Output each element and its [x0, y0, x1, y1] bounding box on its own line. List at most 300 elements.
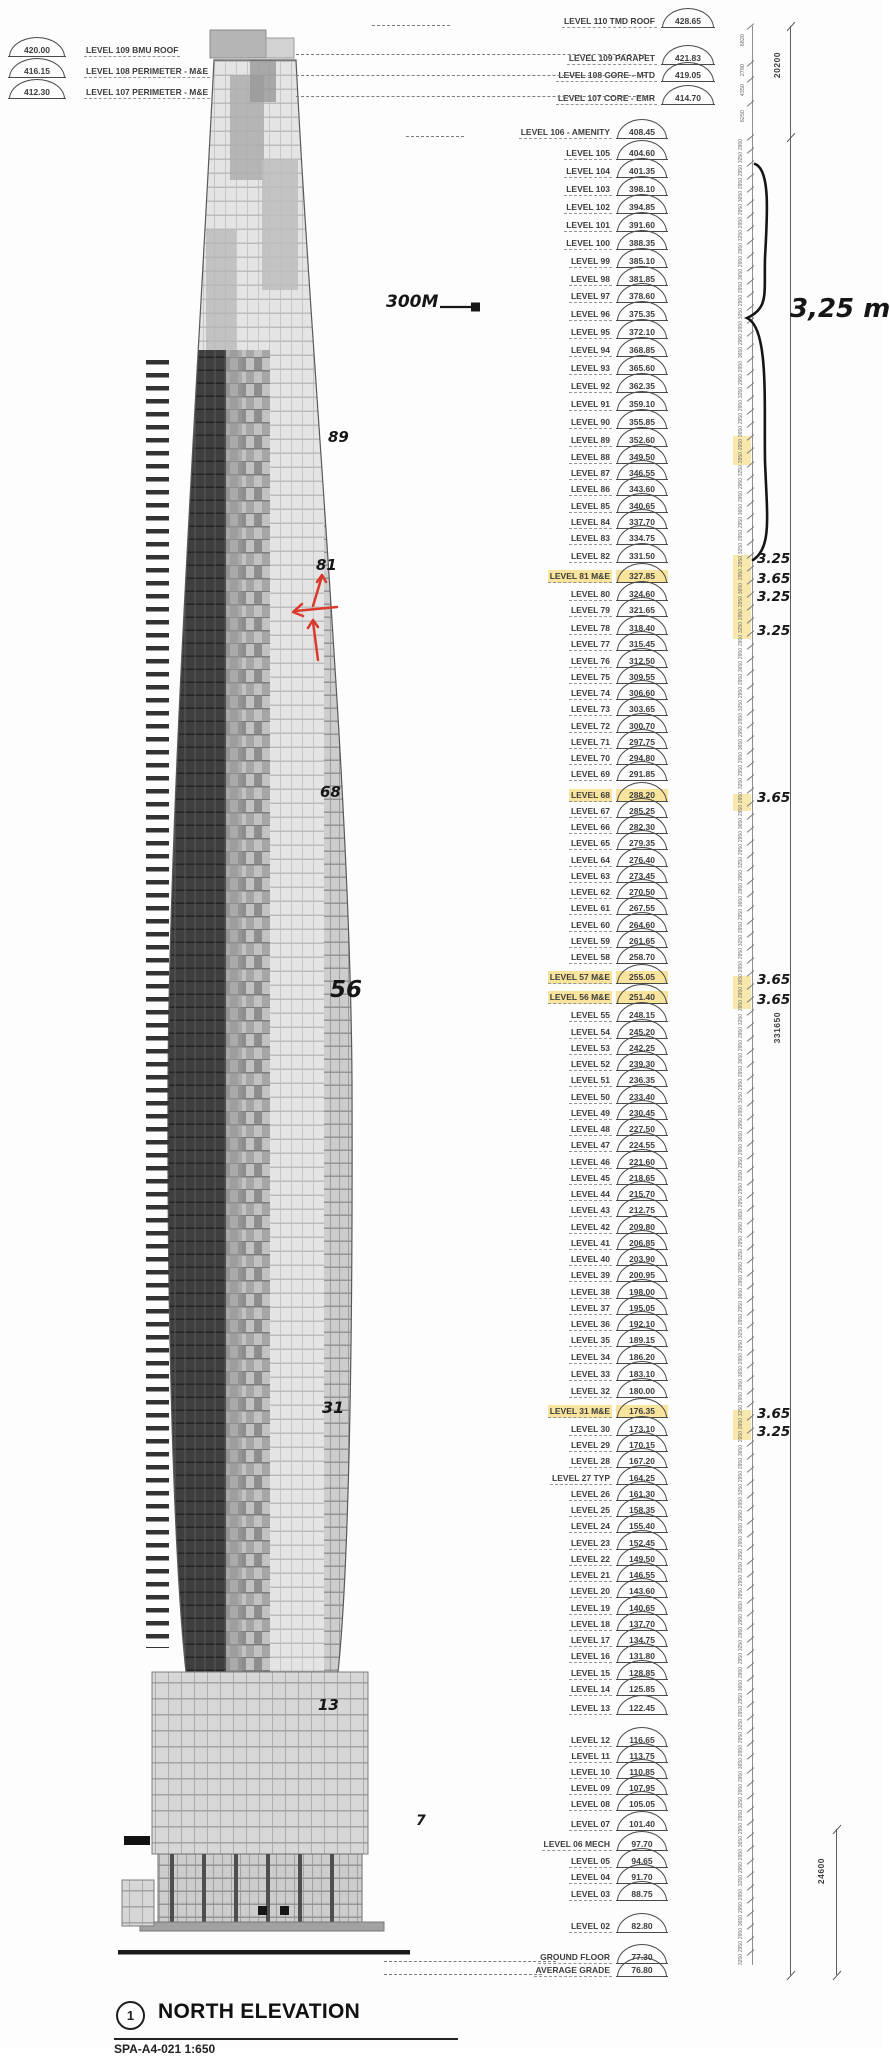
elevation-bubble: 170.15 — [616, 1439, 668, 1452]
ruler-tick-value: 2950 — [738, 673, 744, 686]
level-label: LEVEL 103 — [566, 184, 610, 195]
elevation-bubble: 412.30 — [8, 86, 66, 99]
elevation-bubble: 331.50 — [616, 550, 668, 563]
elevation-bubble: 215.70 — [616, 1188, 668, 1201]
elevation-bubble: 173.10 — [616, 1423, 668, 1436]
level-row — [0, 752, 882, 764]
ruler-tick-value: 3650 — [738, 1601, 744, 1613]
level-label: LEVEL 62 — [570, 887, 610, 898]
ruler-tick-value: 2950 — [738, 203, 744, 215]
elevation-bubble: 337.70 — [616, 516, 668, 529]
elevation-bubble: 401.35 — [616, 165, 668, 178]
level-label: LEVEL 47 — [570, 1140, 610, 1151]
level-row — [0, 1439, 882, 1451]
elevation-bubble: 110.85 — [616, 1766, 668, 1779]
ruler-tick-value: 2950 — [738, 1065, 744, 1077]
level-label: LEVEL 04 — [570, 1872, 610, 1883]
level-label: LEVEL 35 — [570, 1335, 610, 1346]
note-300m: 300M — [386, 292, 439, 312]
level-label: LEVEL 70 — [570, 753, 610, 764]
ruler-tick-value: 3650 — [738, 269, 744, 281]
elevation-bubble: 137.70 — [616, 1618, 668, 1631]
level-label: LEVEL 10 — [570, 1766, 610, 1777]
level-label: LEVEL 31 M&E — [549, 1405, 610, 1416]
level-label: LEVEL 48 — [570, 1124, 610, 1135]
elevation-bubble: 113.75 — [616, 1750, 668, 1763]
elevation-bubble: 77.30 — [616, 1951, 668, 1964]
level-label: LEVEL 57 M&E — [549, 972, 610, 983]
elevation-bubble: 255.05 — [616, 971, 668, 984]
ruler-tick-value: 3250 — [738, 1248, 744, 1260]
elevation-bubble: 198.00 — [616, 1286, 668, 1299]
ruler-tick-value: 2950 — [738, 1026, 744, 1038]
dimension-main: 331650 — [772, 1012, 782, 1044]
elevation-bubble: 279.35 — [616, 837, 668, 850]
leader-dash — [384, 1961, 556, 1962]
ruler-tick-value: 3250 — [738, 229, 744, 242]
level-row — [0, 638, 882, 650]
ruler-tick-value: 3650 — [738, 895, 744, 908]
level-label: LEVEL 60 — [570, 919, 610, 930]
ruler-tick-value: 2950 — [738, 256, 744, 268]
level-row — [0, 1091, 882, 1103]
level-label: LEVEL 14 — [570, 1684, 610, 1695]
elevation-bubble: 152.45 — [616, 1537, 668, 1550]
ruler-tick-value: 2950 — [738, 1222, 744, 1234]
ruler-tick — [747, 1936, 755, 1943]
level-label: LEVEL 63 — [570, 870, 610, 881]
ruler-tick-value: 3650 — [738, 817, 744, 829]
level-label: LEVEL 78 — [570, 623, 610, 634]
brace — [733, 156, 803, 572]
level-label: LEVEL 64 — [570, 854, 610, 865]
ruler-tick-value: 2950 — [738, 1888, 744, 1900]
ruler-tick-value: 2950 — [738, 791, 744, 803]
ruler-tick-value: 2950 — [738, 1457, 744, 1469]
ruler-tick-value: 2950 — [738, 1470, 744, 1482]
ruler-tick-value: 2950 — [738, 1744, 744, 1756]
level-label: LEVEL 99 — [570, 255, 610, 266]
ruler-tick-value: 2950 — [738, 1849, 744, 1861]
elevation-bubble: 264.60 — [616, 919, 668, 932]
level-row — [0, 886, 882, 898]
dimension-lower: 24600 — [816, 1858, 826, 1885]
ruler-tick-value: 3650 — [738, 974, 744, 986]
level-label: LEVEL 34 — [570, 1351, 610, 1362]
level-label: LEVEL 15 — [570, 1667, 610, 1678]
level-label: LEVEL 83 — [570, 533, 610, 544]
ruler-tick-value: 3650 — [738, 1914, 744, 1926]
floor-spacing-mark: 3.65 — [757, 992, 791, 1009]
elevation-bubble: 303.65 — [616, 703, 668, 716]
ruler-tick-value: 3650 — [738, 1287, 744, 1299]
leader-dash — [296, 54, 646, 55]
level-label: LEVEL 53 — [570, 1042, 610, 1053]
ruler-tick-value: 2950 — [738, 647, 744, 659]
elevation-bubble: 285.25 — [616, 805, 668, 818]
ruler-tick-value: 2950 — [738, 922, 744, 934]
ruler-tick-value: 2950 — [738, 1614, 744, 1626]
ruler-tick — [747, 1910, 755, 1917]
level-label: LEVEL 110 TMD ROOF — [563, 15, 655, 26]
ruler-tick-value: 2950 — [738, 1078, 744, 1090]
elevation-bubble: 180.00 — [616, 1385, 668, 1398]
level-row — [0, 1204, 882, 1216]
elevation-bubble: 94.65 — [616, 1855, 668, 1868]
ruler-tick-value: 3250 — [738, 151, 744, 163]
elevation-bubble: 420.00 — [8, 44, 66, 57]
elevation-bubble: 82.80 — [616, 1920, 668, 1933]
level-label: LEVEL 41 — [570, 1237, 610, 1248]
level-label: LEVEL 08 — [570, 1798, 610, 1809]
level-label: LEVEL 65 — [570, 838, 610, 849]
ruler-tick-value: 2950 — [738, 687, 744, 699]
ruler-tick-value: 2950 — [738, 1810, 744, 1822]
ruler-tick-value: 2950 — [738, 1575, 744, 1587]
level-label: LEVEL 61 — [570, 903, 610, 914]
level-label: LEVEL 49 — [570, 1107, 610, 1118]
elevation-bubble: 343.60 — [616, 483, 668, 496]
ruler-tick-value: 2950 — [738, 1862, 744, 1874]
ruler-tick-value: 3650 — [738, 660, 744, 673]
elevation-bubble: 359.10 — [616, 398, 668, 411]
elevation-bubble: 146.55 — [616, 1569, 668, 1582]
elevation-bubble: 312.50 — [616, 655, 668, 668]
ruler-tick-value: 2950 — [738, 1496, 744, 1508]
elevation-bubble: 164.25 — [616, 1472, 668, 1485]
elevation-bubble: 394.85 — [616, 201, 668, 214]
ruler-tick-value: 3250 — [738, 1405, 744, 1417]
elevation-bubble: 239.30 — [616, 1058, 668, 1071]
elevation-bubble: 251.40 — [616, 991, 668, 1004]
level-label: LEVEL 39 — [570, 1270, 610, 1281]
elevation-bubble: 91.70 — [616, 1871, 668, 1884]
level-label: LEVEL 82 — [570, 550, 610, 561]
ruler-tick-value: 3250 — [738, 465, 744, 477]
elevation-bubble: 105.05 — [616, 1798, 668, 1811]
elevation-bubble: 167.20 — [616, 1455, 668, 1468]
ruler-tick-value: 2950 — [738, 1144, 744, 1156]
elevation-bubble: 428.65 — [661, 15, 715, 28]
floor-spacing-mark: 3.65 — [757, 571, 791, 588]
ruler-tick-value: 2950 — [738, 1653, 744, 1665]
level-label: LEVEL 107 PERIMETER - M&E — [86, 87, 209, 98]
ruler-tick-value: 2950 — [738, 530, 744, 542]
level-label: LEVEL 30 — [570, 1423, 610, 1434]
ruler-tick-value: 3250 — [738, 700, 744, 712]
elevation-bubble: 140.65 — [616, 1602, 668, 1615]
level-label: LEVEL 09 — [570, 1782, 610, 1793]
ruler-tick-value: 3250 — [738, 1875, 744, 1887]
level-label: LEVEL 17 — [570, 1635, 610, 1646]
level-row — [0, 1888, 882, 1900]
elevation-bubble: 224.55 — [616, 1139, 668, 1152]
elevation-bubble: 365.60 — [616, 362, 668, 375]
elevation-bubble: 270.50 — [616, 886, 668, 899]
ruler-tick-value: 2950 — [738, 1548, 744, 1561]
ruler-tick-value: 2950 — [738, 556, 744, 568]
level-label: LEVEL 86 — [570, 484, 610, 495]
level-label: LEVEL 102 — [566, 201, 610, 212]
ruler-tick-value: 2950 — [738, 517, 744, 529]
red-pen-arrows — [285, 568, 355, 678]
elevation-bubble: 158.35 — [616, 1504, 668, 1517]
ruler-tick-value: 2950 — [738, 1901, 744, 1913]
leader-dash — [296, 75, 646, 76]
upper-segment-dim: 6820 — [740, 34, 746, 47]
ruler-tick-value: 2950 — [738, 399, 744, 411]
level-label: LEVEL 23 — [570, 1537, 610, 1548]
elevation-bubble: 419.05 — [661, 69, 715, 82]
floor-spacing-mark: 3.25 — [757, 589, 791, 605]
level-label: LEVEL 12 — [570, 1734, 610, 1745]
ruler-tick-value: 2950 — [738, 1731, 744, 1743]
ruler-tick-value: 2950 — [738, 1392, 744, 1404]
ruler-tick-value: 2950 — [738, 1353, 744, 1365]
ruler-tick-value: 2950 — [738, 412, 744, 424]
elevation-bubble: 203.90 — [616, 1253, 668, 1266]
ruler-tick-value: 3250 — [738, 856, 744, 868]
elevation-bubble: 245.20 — [616, 1026, 668, 1039]
elevation-bubble: 267.55 — [616, 902, 668, 915]
level-label: LEVEL 21 — [570, 1570, 610, 1581]
ruler-tick-value: 2950 — [738, 1157, 744, 1169]
level-label: LEVEL 50 — [570, 1091, 610, 1102]
ruler-tick-value: 2950 — [738, 634, 744, 646]
level-row — [0, 1504, 882, 1516]
floor-spacing-mark: 3.65 — [757, 972, 791, 989]
level-row — [0, 1139, 882, 1151]
floor-spacing-mark: 3.65 — [757, 1405, 791, 1422]
level-label: LEVEL 92 — [570, 381, 610, 391]
ruler-tick-value: 2950 — [738, 1118, 744, 1130]
level-label: LEVEL 101 — [566, 219, 610, 230]
ruler-tick-value: 3650 — [738, 1522, 744, 1534]
level-label: LEVEL 71 — [570, 736, 610, 747]
level-label: LEVEL 03 — [570, 1888, 610, 1899]
ruler-tick-value: 3250 — [738, 1326, 744, 1339]
level-label: LEVEL 85 — [570, 500, 610, 511]
elevation-bubble: 125.85 — [616, 1683, 668, 1696]
elevation-bubble: 88.75 — [616, 1888, 668, 1901]
level-label: LEVEL 74 — [570, 688, 610, 699]
ruler-tick-value: 2950 — [738, 242, 744, 255]
elevation-bubble: 122.45 — [616, 1702, 668, 1715]
level-label: LEVEL 75 — [570, 671, 610, 682]
elevation-bubble: 288.20 — [616, 789, 668, 802]
level-label: LEVEL 27 TYP — [552, 1472, 610, 1483]
elevation-bubble: 186.20 — [616, 1351, 668, 1364]
ruler-tick-value: 3650 — [738, 1836, 744, 1848]
ruler-tick-value: 2950 — [738, 321, 744, 333]
level-label: LEVEL 107 CORE - EMR — [557, 92, 655, 103]
elevation-bubble: 391.60 — [616, 219, 668, 232]
elevation-bubble: 192.10 — [616, 1318, 668, 1331]
elevation-bubble: 294.80 — [616, 752, 668, 765]
elevation-bubble: 334.75 — [616, 532, 668, 545]
elevation-bubble: 236.35 — [616, 1074, 668, 1087]
ruler-tick-value: 3250 — [738, 1718, 744, 1730]
ruler-tick-value: 2950 — [738, 1823, 744, 1835]
ruler-tick-value: 2950 — [738, 830, 744, 842]
ruler-tick-value: 2950 — [738, 334, 744, 346]
ruler-tick-value: 3250 — [738, 1170, 744, 1182]
leader-dash — [406, 136, 464, 137]
floor-count-mark: 89 — [328, 427, 349, 446]
ruler-tick-value: 2950 — [738, 1340, 744, 1352]
elevation-bubble: 378.60 — [616, 290, 668, 303]
ruler-tick-value: 3650 — [738, 347, 744, 359]
elevation-bubble: 273.45 — [616, 870, 668, 883]
level-label: LEVEL 07 — [570, 1818, 610, 1829]
ruler-tick-value: 2950 — [738, 1940, 744, 1952]
ruler-tick-value: 2950 — [738, 909, 744, 921]
level-row — [0, 1553, 882, 1565]
elevation-bubble: 258.70 — [616, 951, 668, 964]
level-label: LEVEL 32 — [570, 1385, 610, 1396]
ruler-tick-value: 3250 — [738, 308, 744, 320]
level-label: LEVEL 02 — [570, 1921, 610, 1932]
upper-segment-dim: 4350 — [740, 84, 746, 97]
level-label: LEVEL 19 — [570, 1602, 610, 1613]
level-label: LEVEL 105 — [566, 148, 610, 159]
ruler-tick-value: 3650 — [738, 425, 744, 437]
ruler-tick-value: 2950 — [738, 804, 744, 816]
elevation-bubble: 76.80 — [616, 1964, 668, 1977]
ruler-tick-value: 3250 — [738, 386, 744, 398]
elevation-bubble: 372.10 — [616, 326, 668, 339]
ruler-tick-value: 3650 — [738, 1757, 744, 1770]
level-label: LEVEL 33 — [570, 1368, 610, 1379]
leader-dash — [372, 25, 450, 26]
level-label: LEVEL 46 — [570, 1156, 610, 1167]
ruler-tick-value: 3250 — [738, 778, 744, 790]
level-label: LEVEL 20 — [570, 1586, 610, 1597]
elevation-bubble: 340.65 — [616, 500, 668, 513]
elevation-bubble: 200.95 — [616, 1269, 668, 1282]
level-label: LEVEL 44 — [570, 1189, 610, 1200]
ruler-tick-value: 2950 — [738, 1535, 744, 1548]
elevation-bubble: 300.70 — [616, 720, 668, 733]
floor-count-mark: 68 — [320, 782, 341, 801]
ruler-tick-value: 2950 — [738, 216, 744, 228]
ruler-tick-value: 2950 — [738, 1300, 744, 1312]
level-label: LEVEL 28 — [570, 1456, 610, 1467]
elevation-bubble: 414.70 — [661, 92, 715, 105]
elevation-bubble: 143.60 — [616, 1585, 668, 1598]
level-label: LEVEL 36 — [570, 1319, 610, 1330]
level-row — [0, 1269, 882, 1281]
ruler-tick-value: 3650 — [738, 582, 744, 594]
ruler-tick-value: 2950 — [738, 1313, 744, 1326]
elevation-bubble: 206.85 — [616, 1237, 668, 1250]
ruler-tick-value: 2950 — [738, 1196, 744, 1208]
ruler-tick-value: 2950 — [738, 1692, 744, 1704]
ruler-tick-value: 3250 — [738, 1483, 744, 1495]
elevation-bubble: 375.35 — [616, 308, 668, 321]
level-label: LEVEL 109 BMU ROOF — [86, 44, 179, 55]
drawing-title: NORTH ELEVATION — [158, 2000, 361, 2023]
elevation-bubble: 404.60 — [616, 147, 668, 160]
elevation-bubble: 349.50 — [616, 451, 668, 464]
elevation-bubble: 385.10 — [616, 255, 668, 268]
elevation-bubble: 233.40 — [616, 1091, 668, 1104]
ruler-tick-value: 2950 — [738, 1183, 744, 1195]
level-label: LEVEL 87 — [570, 468, 610, 479]
level-label: LEVEL 109 PARAPET — [568, 53, 655, 64]
elevation-bubble: 306.60 — [616, 687, 668, 700]
level-label: LEVEL 84 — [570, 516, 610, 527]
elevation-bubble: 261.65 — [616, 935, 668, 948]
floor-count-mark: 13 — [318, 1695, 339, 1714]
level-label: LEVEL 97 — [570, 291, 610, 302]
note-300m-arrow — [440, 300, 486, 314]
level-label: LEVEL 104 — [566, 166, 610, 177]
level-label: LEVEL 94 — [570, 345, 610, 356]
elevation-bubble: 421.83 — [661, 52, 715, 65]
ruler-tick-value: 2950 — [738, 1261, 744, 1273]
ruler-tick-value: 3250 — [738, 621, 744, 633]
ruler-tick-value: 3650 — [738, 1131, 744, 1143]
elevation-bubble: 161.30 — [616, 1488, 668, 1501]
elevation-bubble: 195.05 — [616, 1302, 668, 1315]
ruler-tick-value: 3650 — [738, 1679, 744, 1691]
level-label: LEVEL 58 — [570, 952, 610, 963]
elevation-bubble: 327.85 — [616, 570, 668, 583]
level-label: LEVEL 56 M&E — [549, 992, 610, 1003]
level-label: LEVEL 89 — [570, 434, 610, 445]
floor-count-mark: 31 — [322, 1397, 345, 1417]
level-label: LEVEL 25 — [570, 1505, 610, 1516]
dimension-upper: 20200 — [772, 52, 782, 79]
ruler-tick-value: 2950 — [738, 491, 744, 503]
ruler-tick-value: 2950 — [738, 987, 744, 999]
level-row — [0, 687, 882, 699]
floor-spacing-mark: 3.65 — [757, 789, 791, 806]
ruler-tick-value: 3250 — [738, 1797, 744, 1809]
level-label: LEVEL 43 — [570, 1205, 610, 1216]
elevation-bubble: 189.15 — [616, 1334, 668, 1347]
entry-mark — [280, 1906, 289, 1915]
level-label: LEVEL 108 CORE - MTD — [558, 69, 655, 80]
ruler-tick-value: 2950 — [738, 1588, 744, 1600]
upper-segment-dim: 2780 — [740, 64, 746, 77]
level-label: LEVEL 73 — [570, 704, 610, 715]
ruler-tick-value: 2950 — [738, 478, 744, 490]
ruler-tick-value: 2950 — [738, 373, 744, 385]
level-row — [0, 1618, 882, 1630]
level-label: LEVEL 100 — [566, 237, 610, 248]
ruler-tick-value: 2950 — [738, 282, 744, 294]
elevation-bubble: 212.75 — [616, 1204, 668, 1217]
floor-count-mark: 56 — [330, 977, 363, 1004]
floor-spacing-mark: 3.25 — [757, 550, 791, 567]
elevation-bubble: 248.15 — [616, 1009, 668, 1022]
elevation-bubble: 183.10 — [616, 1368, 668, 1381]
elevation-bubble: 282.30 — [616, 821, 668, 834]
ruler-tick-value: 3250 — [738, 1562, 744, 1574]
level-label: LEVEL 77 — [570, 639, 610, 650]
elevation-bubble: 107.95 — [616, 1782, 668, 1795]
ruler-tick-value: 3650 — [738, 1366, 744, 1378]
ruler-tick-value: 2950 — [738, 138, 744, 150]
level-label: LEVEL 66 — [570, 822, 610, 833]
ruler-tick-value: 3650 — [738, 190, 744, 202]
elevation-bubble: 97.70 — [616, 1838, 668, 1851]
level-label: LEVEL 98 — [570, 273, 610, 284]
elevation-bubble: 297.75 — [616, 736, 668, 749]
elevation-bubble: 291.85 — [616, 768, 668, 781]
